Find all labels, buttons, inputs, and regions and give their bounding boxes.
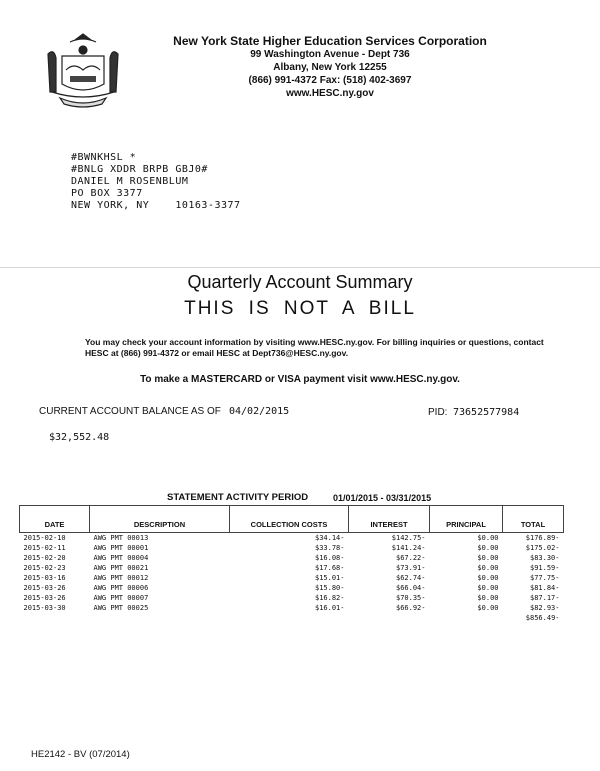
- street-address: 99 Washington Avenue - Dept 736: [250, 49, 410, 60]
- period-label: STATEMENT ACTIVITY PERIOD: [167, 492, 309, 503]
- balance-label: CURRENT ACCOUNT BALANCE AS OF: [39, 406, 221, 417]
- address-line: #BWNKHSL *: [71, 152, 137, 163]
- cell-collection: $16.01-: [314, 604, 345, 612]
- cell-date: 2015-03-26: [23, 584, 66, 592]
- table-row: [20, 583, 564, 593]
- statement-table: [19, 505, 564, 623]
- cell-collection: $16.08-: [314, 554, 345, 562]
- table-row: [20, 573, 564, 583]
- cell-description: AWG PMT 00004: [93, 554, 149, 562]
- grand-total-row: [20, 613, 564, 623]
- cell-collection: $16.82-: [314, 594, 345, 602]
- cell-collection: $17.68-: [314, 564, 345, 572]
- new-york-state-seal: [40, 30, 126, 108]
- table-row: [20, 563, 564, 573]
- cell-principal: $0.00: [477, 604, 499, 612]
- table-row: [20, 593, 564, 603]
- cell-interest: $67.22-: [395, 554, 426, 562]
- balance-amount: $32,552.48: [49, 432, 110, 443]
- cell-principal: $0.00: [477, 534, 499, 542]
- cell-total: $91.59-: [529, 564, 560, 572]
- cell-total: $87.17-: [529, 594, 560, 602]
- cell-principal: $0.00: [477, 584, 499, 592]
- payment-instructions: To make a MASTERCARD or VISA payment visit www.HESC.ny.gov.: [140, 374, 460, 385]
- cell-date: 2015-02-23: [23, 564, 66, 572]
- cell-interest: $66.92-: [395, 604, 426, 612]
- col-interest: INTEREST: [349, 506, 430, 533]
- cell-interest: $73.91-: [395, 564, 426, 572]
- cell-collection: $15.80-: [314, 584, 345, 592]
- cell-total: $82.93-: [529, 604, 560, 612]
- recipient-address: [71, 152, 241, 212]
- cell-description: AWG PMT 00021: [93, 564, 149, 572]
- address-line: DANIEL M ROSENBLUM: [71, 176, 189, 187]
- pid-value: 73652577984: [453, 407, 520, 418]
- cell-total: $176.89-: [525, 534, 560, 542]
- cell-total: $83.30-: [529, 554, 560, 562]
- cell-date: 2015-03-16: [23, 574, 66, 582]
- address-line: NEW YORK, NY 10163-3377: [71, 200, 241, 211]
- balance-date: 04/02/2015: [229, 406, 290, 417]
- summary-title: Quarterly Account Summary: [187, 272, 413, 292]
- cell-description: AWG PMT 00006: [93, 584, 149, 592]
- period-value: 01/01/2015 - 03/31/2015: [333, 493, 432, 503]
- cell-description: AWG PMT 00013: [93, 534, 149, 542]
- phone-fax: (866) 991-4372 Fax: (518) 402-3697: [248, 75, 412, 86]
- form-number: HE2142 - BV (07/2014): [31, 749, 130, 760]
- pid-label: PID:: [428, 407, 448, 418]
- table-header-row: [20, 506, 564, 533]
- contact-info: You may check your account information by visiting www.HESC.ny.gov. For billing inquiries or questions, contact HESC at (866) 991-4372 or email HESC at Dept736@HESC.ny.gov.: [85, 337, 544, 358]
- col-principal: PRINCIPAL: [430, 506, 503, 533]
- col-total: TOTAL: [503, 506, 564, 533]
- col-collection-costs: COLLECTION COSTS: [230, 506, 349, 533]
- cell-description: AWG PMT 00025: [93, 604, 149, 612]
- cell-principal: $0.00: [477, 544, 499, 552]
- table-row: [20, 553, 564, 563]
- city-address: Albany, New York 12255: [273, 62, 387, 73]
- cell-interest: $62.74-: [395, 574, 426, 582]
- col-date: DATE: [20, 506, 90, 533]
- letterhead: [120, 35, 540, 100]
- cell-date: 2015-02-10: [23, 534, 66, 542]
- cell-date: 2015-03-26: [23, 594, 66, 602]
- address-line: PO BOX 3377: [71, 188, 143, 199]
- cell-date: 2015-02-11: [23, 544, 66, 552]
- cell-date: 2015-03-30: [23, 604, 66, 612]
- website: www.HESC.ny.gov: [286, 88, 374, 99]
- cell-principal: $0.00: [477, 594, 499, 602]
- table-row: [20, 543, 564, 553]
- cell-total: $77.75-: [529, 574, 560, 582]
- cell-description: AWG PMT 00001: [93, 544, 149, 552]
- cell-principal: $0.00: [477, 574, 499, 582]
- cell-collection: $33.78-: [314, 544, 345, 552]
- cell-collection: $15.01-: [314, 574, 345, 582]
- cell-interest: $142.75-: [391, 534, 426, 542]
- cell-interest: $66.04-: [395, 584, 426, 592]
- table-row: [20, 533, 564, 544]
- cell-description: AWG PMT 00012: [93, 574, 149, 582]
- cell-collection: $34.14-: [314, 534, 345, 542]
- cell-interest: $70.35-: [395, 594, 426, 602]
- cell-principal: $0.00: [477, 554, 499, 562]
- cell-principal: $0.00: [477, 564, 499, 572]
- cell-date: 2015-02-20: [23, 554, 66, 562]
- col-description: DESCRIPTION: [90, 506, 230, 533]
- cell-description: AWG PMT 00007: [93, 594, 149, 602]
- table-row: [20, 603, 564, 613]
- grand-total: $856.49-: [525, 614, 560, 622]
- organization-name: New York State Higher Education Services Corporation: [173, 34, 487, 48]
- fold-line: [0, 267, 600, 268]
- address-line: #BNLG XDDR BRPB GBJ0#: [71, 164, 208, 175]
- not-a-bill-notice: THIS IS NOT A BILL: [184, 298, 416, 319]
- cell-interest: $141.24-: [391, 544, 426, 552]
- cell-total: $175.02-: [525, 544, 560, 552]
- cell-total: $81.84-: [529, 584, 560, 592]
